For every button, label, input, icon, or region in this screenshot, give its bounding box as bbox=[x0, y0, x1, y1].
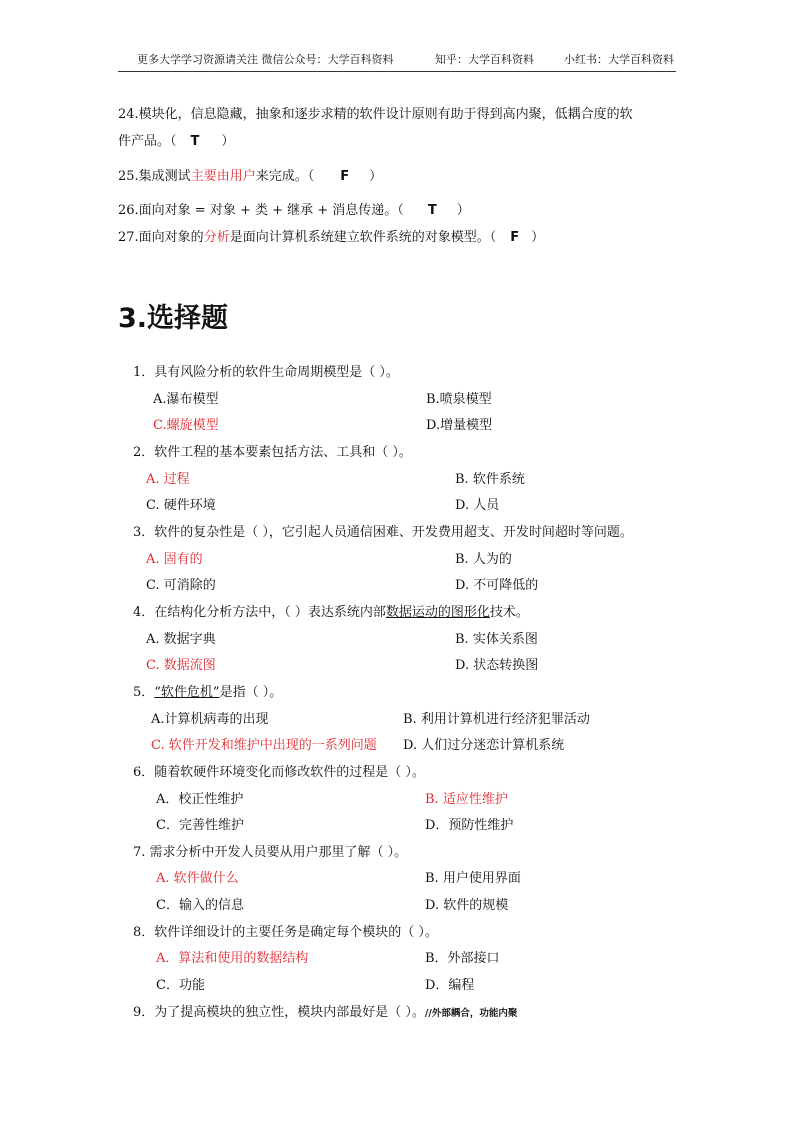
mcq-4-stem-post: 技术。 bbox=[489, 605, 529, 620]
mcq-1-stem: 1．具有风险分析的软件生命周期模型是（ ）。 bbox=[133, 365, 399, 380]
tf-question-27 bbox=[118, 226, 544, 245]
mcq-3-option-c: C. 可消除的 bbox=[146, 578, 216, 593]
mcq-5-stem-underlined: “软件危机” bbox=[154, 685, 220, 700]
mcq-7-option-b: B. 用户使用界面 bbox=[425, 871, 521, 886]
tf-close-24: ） bbox=[221, 134, 235, 149]
mcq-6-stem: 6．随着软硬件环境变化而修改软件的过程是（ ）。 bbox=[133, 765, 425, 780]
tf-question-24-text: 件产品。（ bbox=[118, 134, 177, 149]
mcq-6-option-b: B. 适应性维护 bbox=[425, 792, 508, 807]
tf-answer-25: F bbox=[340, 169, 350, 184]
tf-close-26: ） bbox=[456, 203, 470, 218]
mcq-5-option-c: C. 软件开发和维护中出现的一系列问题 bbox=[151, 738, 377, 753]
tf-question-25 bbox=[118, 165, 382, 184]
tf-answer-27: F bbox=[510, 230, 520, 245]
mcq-2-option-d: D. 人员 bbox=[455, 498, 500, 513]
tf-question-27-pre: 27.面向对象的 bbox=[118, 230, 204, 245]
mcq-8-option-b: B．外部接口 bbox=[425, 951, 500, 966]
mcq-4-stem-pre: 4．在结构化分析方法中，（ ）表达系统内部 bbox=[133, 605, 386, 620]
mcq-4-option-a: A. 数据字典 bbox=[146, 632, 216, 647]
mcq-2-stem: 2．软件工程的基本要素包括方法、工具和（ ）。 bbox=[133, 445, 412, 460]
mcq-2-option-a: A. 过程 bbox=[146, 472, 190, 487]
tf-question-24-line1: 24.模块化，信息隐藏，抽象和逐步求精的软件设计原则有助于得到高内聚，低耦合度的软 bbox=[118, 107, 633, 122]
tf-question-27-post: 是面向计算机系统建立软件系统的对象模型。（ bbox=[229, 230, 497, 245]
mcq-7-option-a: A. 软件做什么 bbox=[156, 871, 239, 886]
mcq-4-stem bbox=[133, 601, 529, 620]
mcq-7-option-d: D. 软件的规模 bbox=[425, 898, 509, 913]
header-promo-zhihu: 知乎：大学百科资料 bbox=[435, 53, 534, 66]
tf-close-25: ） bbox=[369, 169, 383, 184]
mcq-6-option-c: C．完善性维护 bbox=[156, 818, 244, 833]
mcq-8-option-a: A．算法和使用的数据结构 bbox=[156, 951, 309, 966]
tf-question-24-line2 bbox=[118, 130, 234, 149]
mcq-9-stem-text: 9．为了提高模块的独立性，模块内部最好是（ ）。 bbox=[133, 1005, 425, 1020]
mcq-7-stem: 7. 需求分析中开发人员要从用户那里了解（ ）。 bbox=[133, 845, 408, 860]
mcq-4-option-b: B. 实体关系图 bbox=[455, 632, 538, 647]
mcq-6-option-a: A．校正性维护 bbox=[156, 792, 244, 807]
mcq-8-option-d: D．编程 bbox=[425, 978, 475, 993]
mcq-3-stem: 3．软件的复杂性是（ ），它引起人员通信困难、开发费用超支、开发时间超时等问题。 bbox=[133, 525, 633, 540]
mcq-5-stem-pre: 5． bbox=[133, 685, 155, 700]
mcq-8-option-c: C．功能 bbox=[156, 978, 205, 993]
tf-question-25-highlight: 主要由用户 bbox=[190, 169, 256, 184]
mcq-8-stem: 8．软件详细设计的主要任务是确定每个模块的（ ）。 bbox=[133, 925, 438, 940]
mcq-3-option-d: D. 不可降低的 bbox=[455, 578, 539, 593]
mcq-4-option-c: C. 数据流图 bbox=[146, 658, 216, 673]
section-title: 3.选择题 bbox=[118, 303, 229, 334]
mcq-5-option-d: D. 人们过分迷恋计算机系统 bbox=[403, 738, 565, 753]
mcq-4-stem-underlined: 数据运动的图形化 bbox=[385, 605, 490, 620]
mcq-1-option-b: B.喷泉模型 bbox=[426, 392, 492, 407]
header-divider bbox=[118, 71, 676, 72]
tf-close-27: ） bbox=[531, 230, 545, 245]
tf-question-27-highlight: 分析 bbox=[203, 230, 230, 245]
mcq-5-option-b: B. 利用计算机进行经济犯罪活动 bbox=[403, 712, 590, 727]
mcq-9-stem bbox=[133, 1001, 517, 1020]
mcq-7-option-c: C．输入的信息 bbox=[156, 898, 244, 913]
mcq-1-option-c: C.螺旋模型 bbox=[153, 418, 219, 433]
header-promo-wechat: 更多大学学习资源请关注 微信公众号：大学百科资料 bbox=[137, 53, 394, 66]
tf-answer-26: T bbox=[427, 203, 437, 218]
tf-question-25-post: 来完成。（ bbox=[255, 169, 315, 184]
tf-answer-24: T bbox=[190, 134, 200, 149]
mcq-5-option-a: A.计算机病毒的出现 bbox=[151, 712, 269, 727]
mcq-2-option-b: B. 软件系统 bbox=[455, 472, 525, 487]
tf-question-25-pre: 25.集成测试 bbox=[118, 169, 191, 184]
mcq-6-option-d: D．预防性维护 bbox=[425, 818, 514, 833]
mcq-5-stem bbox=[133, 681, 282, 700]
header-promo-xiaohongshu: 小红书：大学百科资料 bbox=[564, 53, 674, 66]
mcq-1-option-a: A.瀑布模型 bbox=[153, 392, 219, 407]
mcq-9-note: //外部耦合，功能内聚 bbox=[424, 1008, 518, 1019]
mcq-3-option-a: A. 固有的 bbox=[146, 552, 203, 567]
tf-question-26-text: 26.面向对象 = 对象 + 类 + 继承 + 消息传递。（ bbox=[118, 203, 404, 218]
mcq-2-option-c: C. 硬件环境 bbox=[146, 498, 216, 513]
mcq-5-stem-post: 是指（ ）。 bbox=[219, 685, 283, 700]
mcq-3-option-b: B. 人为的 bbox=[455, 552, 512, 567]
mcq-4-option-d: D. 状态转换图 bbox=[455, 658, 539, 673]
mcq-1-option-d: D.增量模型 bbox=[426, 418, 493, 433]
tf-question-26 bbox=[118, 199, 470, 218]
